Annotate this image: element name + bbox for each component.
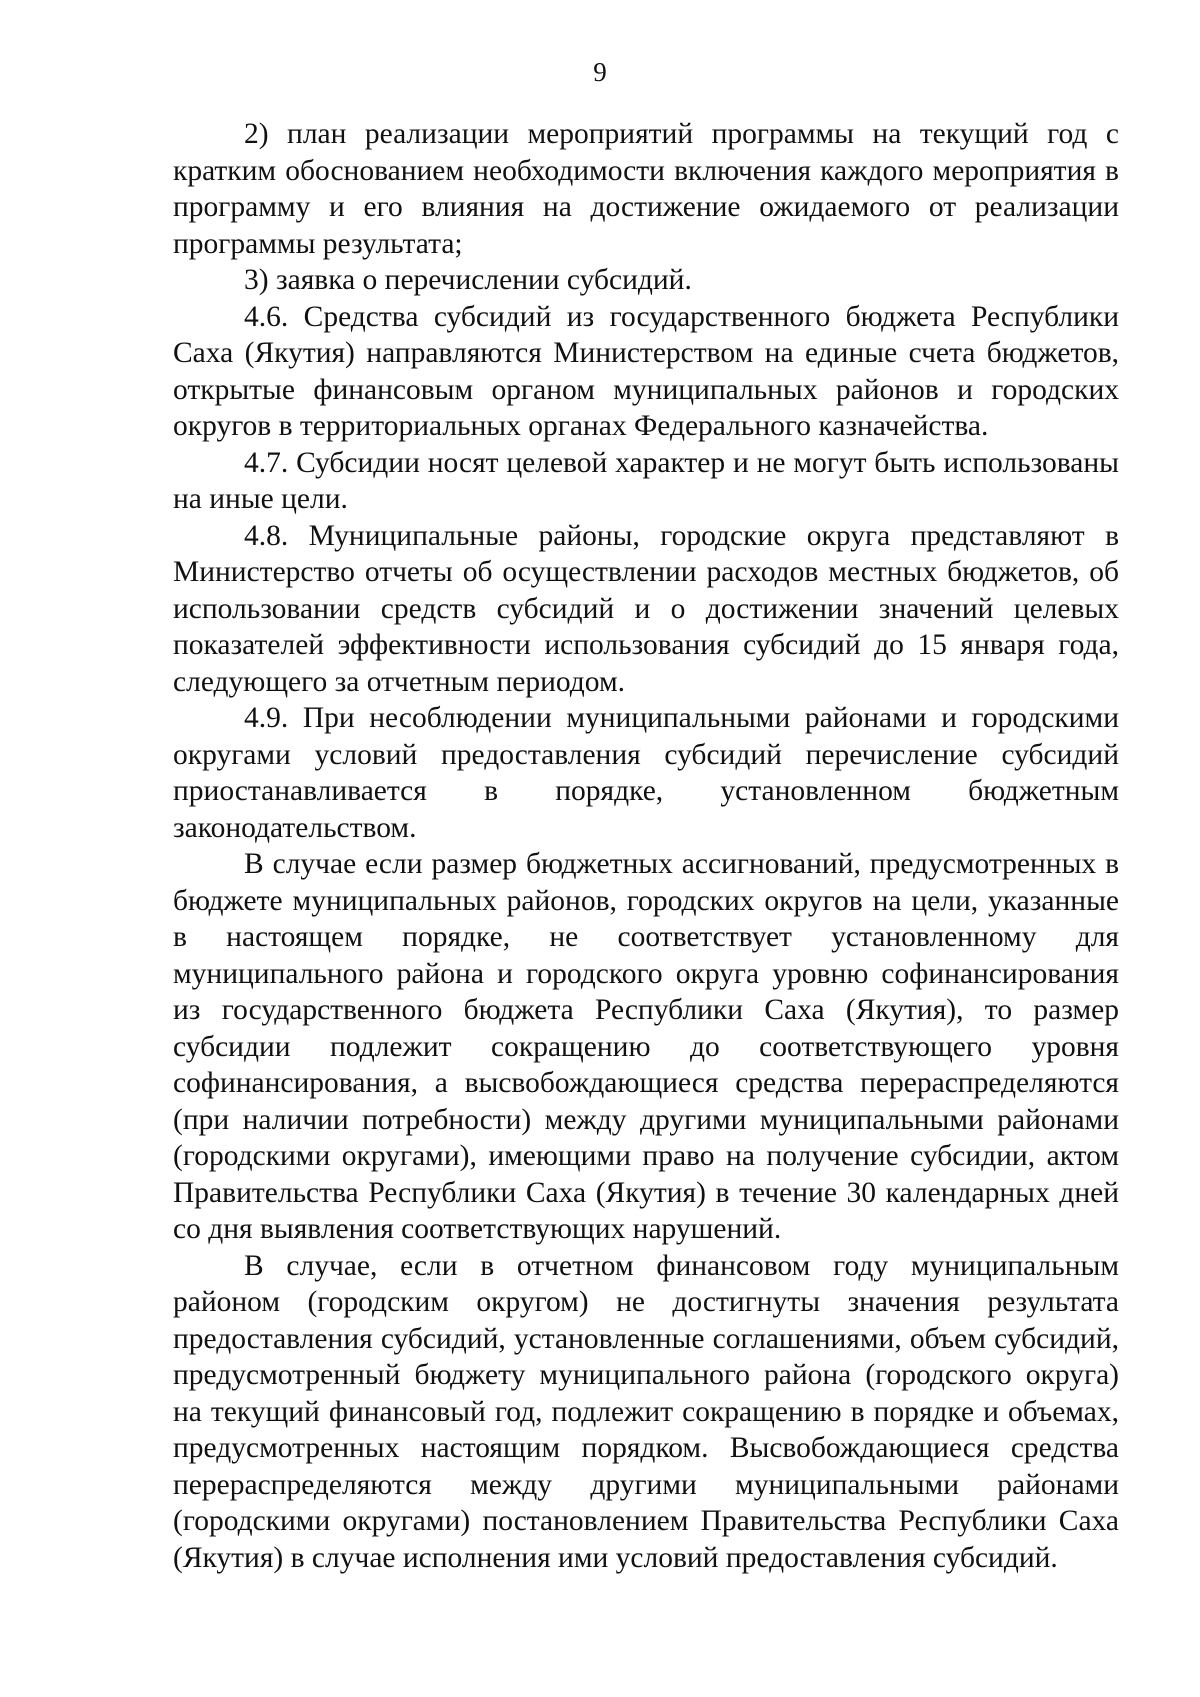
paragraph-4-6: 4.6. Средства субсидий из государственного бюджета Республики Саха (Якутия) направляются Министерством на единые счета бюджетов, открытые финансовым органом муниципальных районов и городских округов в территориальных органах Федерального казначейства. — [173, 300, 1119, 442]
paragraph-program-plan: 2) план реализации мероприятий программы на текущий год с кратким обоснованием необходимости включения каждого мероприятия в программу и его влияния на достижение ожидаемого от реализации программы результата; — [173, 118, 1119, 260]
paragraph-subsidy-request: 3) заявка о перечислении субсидий. — [244, 264, 692, 296]
paragraph-result-reduction: В случае, если в отчетном финансовом году муниципальным районом (городским округом) не достигнуты значения результата предоставления субсидий, установленные соглашениями, объем субсидий, предусмотренный бюджету муниципального района (городского округа) на текущий финансовый год, подлежит сокращению в порядке и объемах, предусмотренных настоящим порядком. Высвобождающиеся средства перераспределяются между другими муниципальными районами (городскими округами) постановлением Правительства Республики Саха (Якутия) в случае исполнения ими условий предоставления субсидий. — [173, 1249, 1119, 1574]
paragraph-cofinancing-reduction: В случае если размер бюджетных ассигнований, предусмотренных в бюджете муниципальных районов, городских округов на цели, указанные в настоящем порядке, не соответствует установленному для муниципального района и городского округа уровню софинансирования из государственного бюджета Республики Саха (Якутия), то размер субсидии подлежит сокращению до соответствующего уровня софинансирования, а высвобождающиеся средства перераспределяются (при наличии потребности) между другими муниципальными районами (городскими округами), имеющими право на получение субсидии, актом Правительства Республики Саха (Якутия) в течение 30 календарных дней со дня выявления соответствующих нарушений. — [173, 848, 1119, 1245]
paragraph-4-7: 4.7. Субсидии носят целевой характер и не могут быть использованы на иные цели. — [173, 446, 1119, 515]
document-body — [173, 116, 1119, 1576]
paragraph-4-9: 4.9. При несоблюдении муниципальными районами и городскими округами условий предоставления субсидий перечисление субсидий приостанавливается в порядке, установленном бюджетным законодательством. — [173, 702, 1119, 844]
paragraph-4-8: 4.8. Муниципальные районы, городские округа представляют в Министерство отчеты об осуществлении расходов местных бюджетов, об использовании средств субсидий и о достижении значений целевых показателей эффективности использования субсидий до 15 января года, следующего за отчетным периодом. — [173, 519, 1119, 698]
page-number: 9 — [593, 57, 607, 87]
